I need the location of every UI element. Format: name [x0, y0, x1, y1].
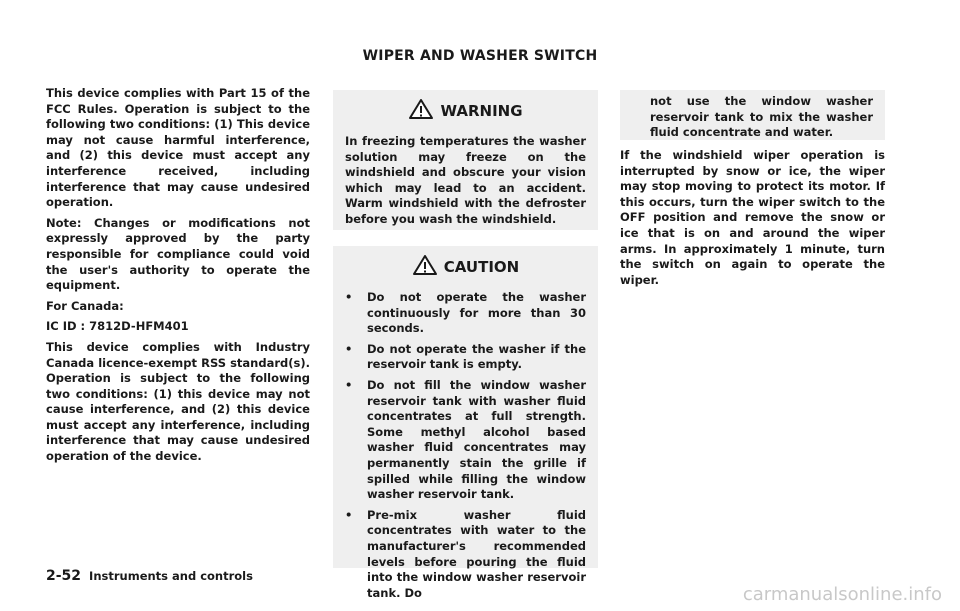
list-item: • Pre-mix washer fluid concentrates with water to the manufacturer's recommended levels before pouring the fluid into the window washer reservoir tank. Do [345, 507, 586, 600]
canada-heading: For Canada: [46, 298, 124, 313]
page-number: 2-52 [46, 568, 82, 584]
caution-list [345, 290, 586, 601]
caution-triangle-icon [412, 254, 438, 280]
page-footer [46, 568, 253, 584]
bullet: • [345, 377, 353, 392]
warning-panel [333, 90, 598, 230]
bullet: • [345, 290, 353, 304]
bullet: • [345, 507, 353, 522]
ic-id: IC ID : 7812D-HFM401 [46, 319, 189, 334]
column-1 [46, 86, 310, 470]
industry-canada-paragraph: This device complies with Industry Canada licence-exempt RSS standard(s). Operation is subject to the following two conditions: (1) this device may not cause interference, and (2) this device must accept any interference, including interference that may cause undesired operation of the device. [46, 339, 310, 464]
column-3 [620, 148, 885, 293]
caution-header [345, 256, 586, 278]
list-item: • Do not operate the washer if the reservoir tank is empty. [345, 341, 586, 372]
list-item: • Do not fill the window washer reservoir tank with washer fluid concentrates at full strength. Some methyl alcohol based washer fluid concentrates may permanently stain the grille if spilled while filling the window washer reservoir tank. [345, 377, 586, 502]
section-title: WIPER AND WASHER SWITCH [362, 48, 598, 64]
warning-header [345, 100, 586, 122]
bullet: • [345, 341, 353, 356]
caution-title: CAUTION [443, 258, 520, 276]
chapter-title: Instruments and controls [89, 569, 253, 583]
warning-body: In freezing temperatures the washer solution may freeze on the windshield and obscure your vision which may lead to an accident. Warm windshield with the defroster before you wash the windshield. [345, 134, 586, 226]
warning-title: WARNING [440, 102, 523, 120]
caution-continued-panel [620, 90, 885, 140]
warning-triangle-icon [408, 98, 434, 124]
fcc-paragraph: This device complies with Part 15 of the FCC Rules. Operation is subject to the following two conditions: (1) This device may not cause harmful interference, and (2) this device must accept any interference received, including interference that may cause undesired operation. [46, 86, 310, 210]
wiper-paragraph: If the windshield wiper operation is interrupted by snow or ice, the wiper may stop moving to protect its motor. If this occurs, turn the wiper switch to the OFF position and remove the snow or ice that is on and around the wiper arms. In approximately 1 minute, turn the switch on again to operate the wiper. [620, 148, 885, 287]
caution-panel [333, 246, 598, 600]
watermark: carmanualsonline.info [742, 584, 942, 605]
caution-continued-text: not use the window washer reservoir tank to mix the washer fluid concentrate and water. [650, 94, 873, 140]
list-item: • Do not operate the washer continuously for more than 30 seconds. [345, 290, 586, 336]
note-paragraph: Note: Changes or modifications not expressly approved by the party responsible for compliance could void the user's authority to operate the equipment. [46, 215, 310, 293]
